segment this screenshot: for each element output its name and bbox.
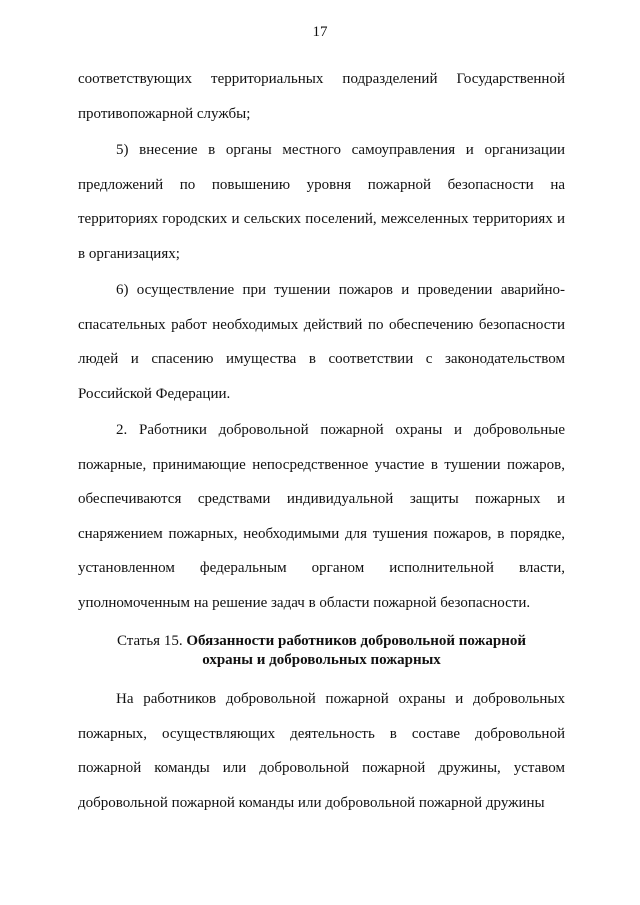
paragraph-item-5: [78, 133, 565, 271]
paragraph-text: 2. Работники добровольной пожарной охраны и добровольные пожарные, принимающие непосредственное участие в тушении пожаров, обеспечиваются средствами индивидуальной защиты пожарных и снаряжением пожарных, необходимыми для тушения пожаров, в порядке, установленном федеральным органом исполнительной власти, уполномоченным на решение задач в области пожарной безопасности.: [78, 422, 565, 611]
paragraph-continuation: [78, 62, 565, 131]
page-number: 17: [312, 24, 328, 40]
article-label: Статья 15.: [116, 633, 183, 649]
paragraph-text: 5) внесение в органы местного самоуправления и организации предложений по повышению уровня пожарной безопасности на территориях городских и сельских поселений, межселенных территориях и в организациях;: [78, 142, 565, 262]
paragraph-item-6: [78, 273, 565, 411]
article-title-line-1: Обязанности работников добровольной пожарной: [186, 633, 527, 649]
article-heading: [78, 632, 565, 670]
article-heading-line-1: [78, 632, 565, 651]
article-title-line-2: охраны и добровольных пожарных: [202, 652, 441, 668]
paragraph-text: На работников добровольной пожарной охраны и добровольных пожарных, осуществляющих деятельность в составе добровольной пожарной команды или добровольной пожарной дружины, уставом добровольной пожарной команды или добровольной пожарной дружины: [78, 691, 565, 811]
document-body: [78, 62, 565, 820]
article-paragraph-1: [78, 682, 565, 820]
paragraph-point-2: [78, 413, 565, 620]
paragraph-text: соответствующих территориальных подразделений Государственной противопожарной службы;: [78, 71, 565, 122]
paragraph-text: 6) осуществление при тушении пожаров и проведении аварийно-спасательных работ необходимых действий по обеспечению безопасности людей и спасению имущества в соответствии с законодательством Российской Федерации.: [78, 282, 565, 402]
